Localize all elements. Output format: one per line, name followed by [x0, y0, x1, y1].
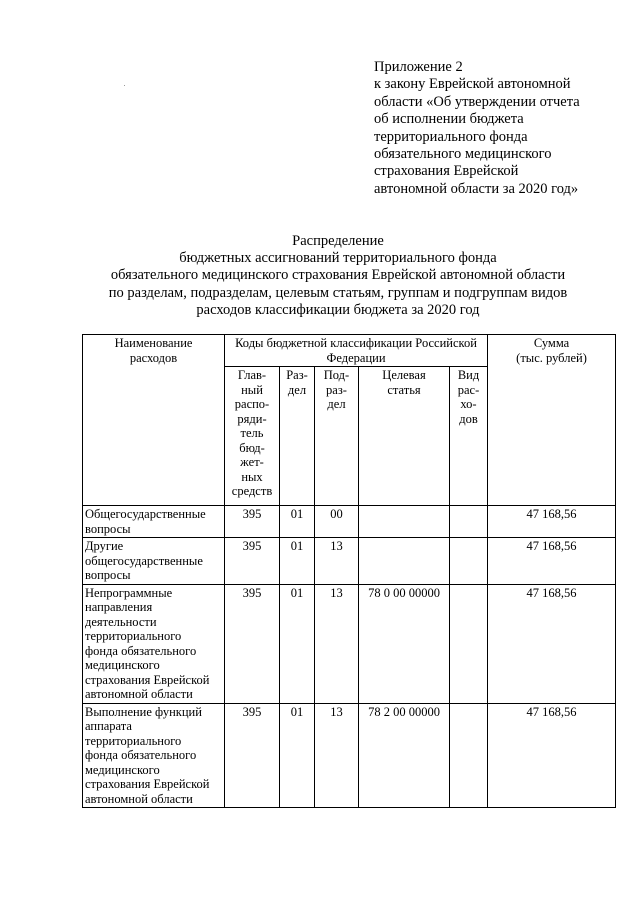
- scan-speck: [124, 85, 125, 86]
- title-line: по разделам, подразделам, целевым статьям, группам и подгруппам видов: [108, 284, 568, 301]
- title-line: расходов классификации бюджета за 2020 год: [196, 301, 480, 318]
- row-type: [450, 538, 488, 585]
- row-target: [359, 506, 450, 538]
- row-admin: 395: [225, 506, 280, 538]
- appendix-line: Приложение 2: [374, 59, 463, 75]
- row-sum: 47 168,56: [488, 584, 616, 703]
- row-target: 78 2 00 00000: [359, 703, 450, 808]
- row-subsection: 00: [315, 506, 359, 538]
- appendix-line: территориального фонда: [374, 128, 528, 145]
- header-type: Вид рас- хо- дов: [450, 367, 488, 506]
- document-title: [60, 233, 616, 319]
- header-codes: Коды бюджетной классификации Российской Федерации: [225, 335, 488, 367]
- row-admin: 395: [225, 703, 280, 808]
- title-line: Распределение: [292, 233, 384, 249]
- table-row: [83, 584, 616, 703]
- row-section: 01: [280, 538, 315, 585]
- row-target: [359, 538, 450, 585]
- row-sum: 47 168,56: [488, 506, 616, 538]
- table-row: [83, 506, 616, 538]
- row-name: Выполнение функций аппарата территориального фонда обязательного медицинского страхования Еврейской автономной области: [83, 703, 225, 808]
- row-sum: 47 168,56: [488, 703, 616, 808]
- appendix-line: к закону Еврейской автономной: [374, 76, 571, 93]
- title-line: обязательного медицинского страхования Еврейской автономной области: [110, 267, 566, 284]
- appendix-line: об исполнении бюджета: [374, 111, 524, 128]
- table-header-row: [83, 335, 616, 367]
- appendix-line: области «Об утверждении отчета: [374, 93, 580, 110]
- budget-table: [82, 334, 616, 808]
- row-subsection: 13: [315, 584, 359, 703]
- row-subsection: 13: [315, 703, 359, 808]
- row-sum: 47 168,56: [488, 538, 616, 585]
- row-section: 01: [280, 584, 315, 703]
- appendix-line: страхования Еврейской: [374, 163, 519, 180]
- header-sum: Сумма (тыс. рублей): [488, 335, 616, 506]
- row-type: [450, 584, 488, 703]
- row-section: 01: [280, 703, 315, 808]
- header-name: Наименование расходов: [83, 335, 225, 506]
- table-row: [83, 703, 616, 808]
- row-name: Непрограммные направления деятельности территориального фонда обязательного медицинского страхования Еврейской автономной области: [83, 584, 225, 703]
- table-row: [83, 538, 616, 585]
- row-name: Другие общегосударственные вопросы: [83, 538, 225, 585]
- header-target: Целевая статья: [359, 367, 450, 506]
- row-subsection: 13: [315, 538, 359, 585]
- row-name: Общегосударственные вопросы: [83, 506, 225, 538]
- row-admin: 395: [225, 538, 280, 585]
- appendix-line: обязательного медицинского: [374, 146, 552, 163]
- appendix-block: [374, 59, 614, 198]
- row-type: [450, 506, 488, 538]
- row-admin: 395: [225, 584, 280, 703]
- header-section: Раз- дел: [280, 367, 315, 506]
- title-line: бюджетных ассигнований территориального фонда: [179, 250, 497, 267]
- header-subsection: Под- раз- дел: [315, 367, 359, 506]
- appendix-line: автономной области за 2020 год»: [374, 180, 579, 197]
- row-section: 01: [280, 506, 315, 538]
- row-target: 78 0 00 00000: [359, 584, 450, 703]
- row-type: [450, 703, 488, 808]
- header-admin: Глав- ный распо- ряди- тель бюд- жет- ных средств: [225, 367, 280, 506]
